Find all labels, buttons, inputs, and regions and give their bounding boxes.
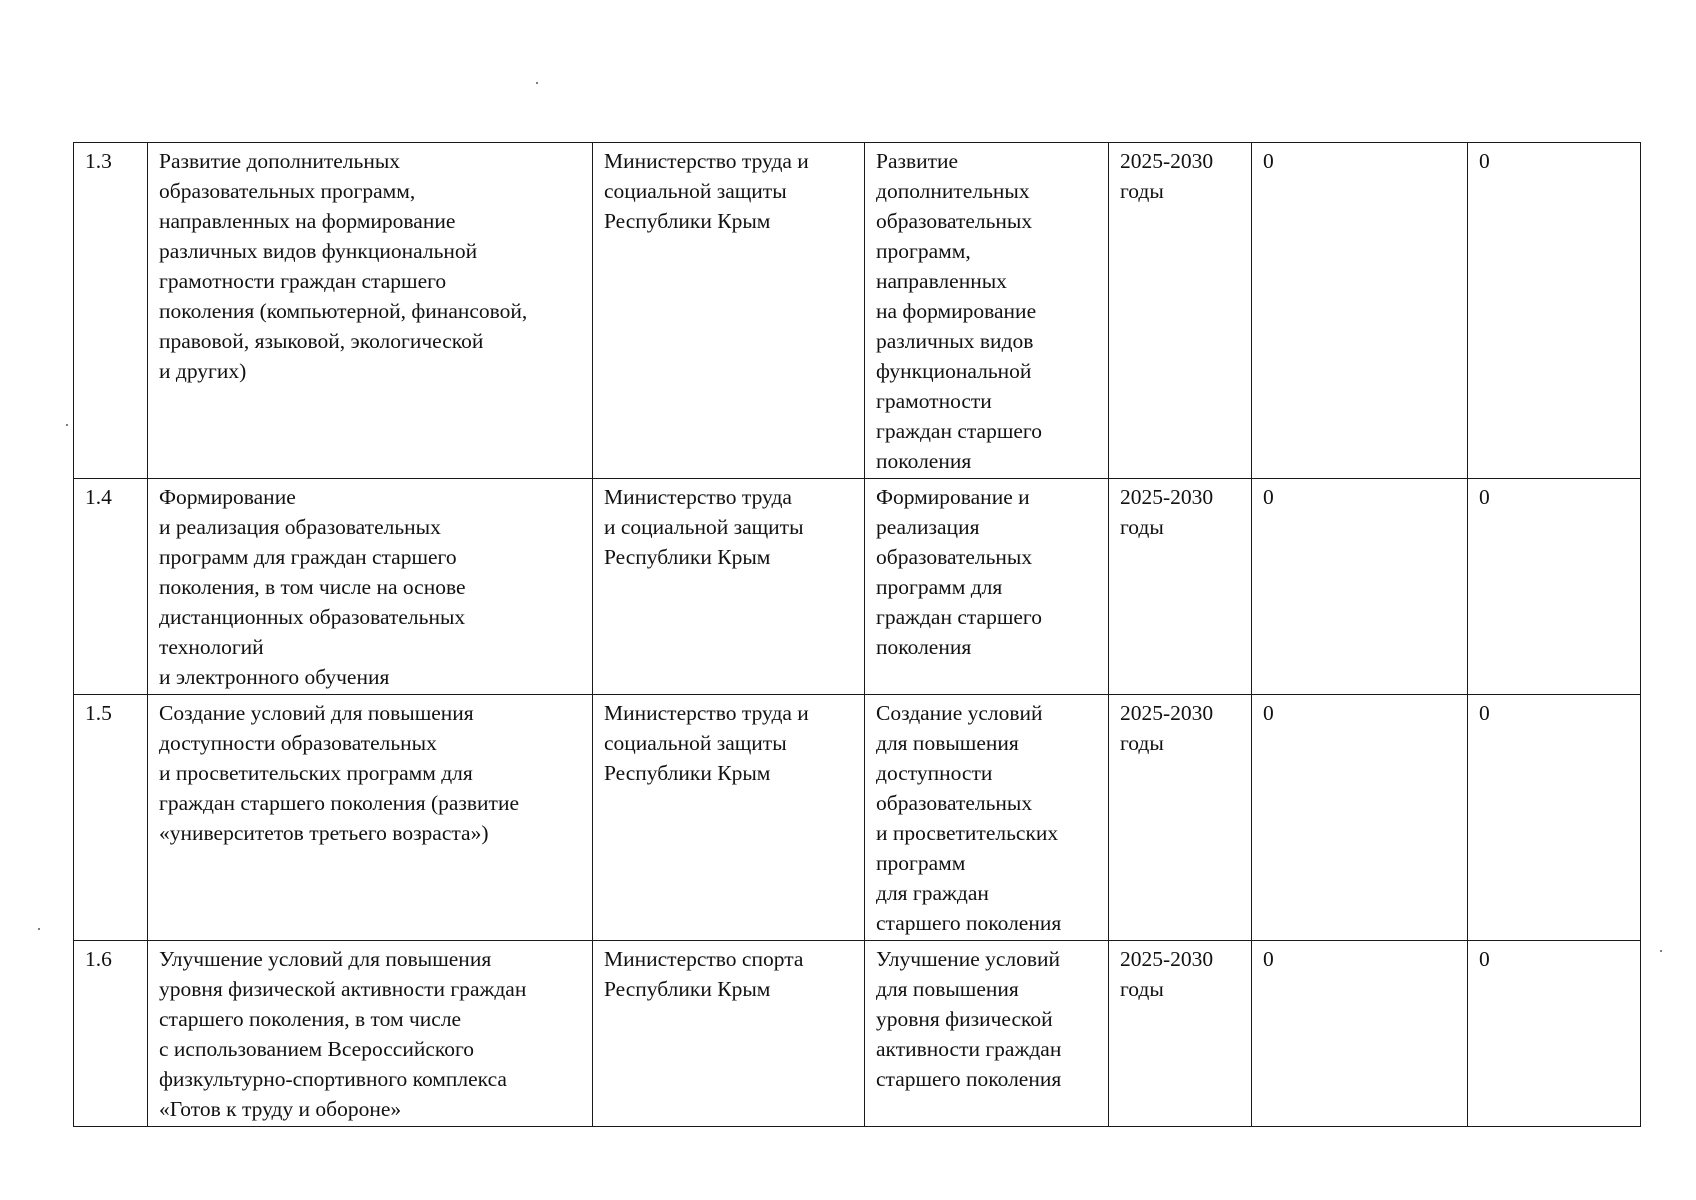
expected-result: Улучшение условий для повышения уровня физической активности граждан старшего поколения [865,941,1109,1127]
table-row [74,695,1641,941]
implementation-period: 2025-2030 годы [1109,941,1252,1127]
value-cell-1: 0 [1252,941,1468,1127]
row-number: 1.6 [74,941,148,1127]
measures-table [73,142,1641,1127]
expected-result: Развитие дополнительных образовательных программ, направленных на формирование различных видов функциональной грамотности граждан старшего поколения [865,143,1109,479]
scan-speck [66,424,68,426]
responsible-executor: Министерство спорта Республики Крым [593,941,865,1127]
expected-result: Создание условий для повышения доступности образовательных и просветительских программ для граждан старшего поколения [865,695,1109,941]
measure-name: Улучшение условий для повышения уровня физической активности граждан старшего поколения, в том числе с использованием Всероссийского физкультурно-спортивного комплекса «Готов к труду и обороне» [148,941,593,1127]
value-cell-1: 0 [1252,695,1468,941]
implementation-period: 2025-2030 годы [1109,479,1252,695]
row-number: 1.4 [74,479,148,695]
responsible-executor: Министерство труда и социальной защиты Республики Крым [593,479,865,695]
implementation-period: 2025-2030 годы [1109,695,1252,941]
scan-speck [536,82,538,84]
table-row [74,941,1641,1127]
implementation-period: 2025-2030 годы [1109,143,1252,479]
table-row [74,479,1641,695]
scan-speck [1660,950,1662,952]
expected-result: Формирование и реализация образовательных программ для граждан старшего поколения [865,479,1109,695]
measure-name: Развитие дополнительных образовательных программ, направленных на формирование различных видов функциональной грамотности граждан старшего поколения (компьютерной, финансовой, правовой, языковой, экологической и других) [148,143,593,479]
measure-name: Формирование и реализация образовательных программ для граждан старшего поколения, в том числе на основе дистанционных образовательных технологий и электронного обучения [148,479,593,695]
table-row [74,143,1641,479]
value-cell-2: 0 [1468,479,1641,695]
value-cell-1: 0 [1252,479,1468,695]
value-cell-2: 0 [1468,143,1641,479]
value-cell-1: 0 [1252,143,1468,479]
responsible-executor: Министерство труда и социальной защиты Республики Крым [593,143,865,479]
responsible-executor: Министерство труда и социальной защиты Республики Крым [593,695,865,941]
value-cell-2: 0 [1468,941,1641,1127]
scan-speck [38,928,40,930]
value-cell-2: 0 [1468,695,1641,941]
row-number: 1.5 [74,695,148,941]
measure-name: Создание условий для повышения доступности образовательных и просветительских программ для граждан старшего поколения (развитие «университетов третьего возраста») [148,695,593,941]
row-number: 1.3 [74,143,148,479]
